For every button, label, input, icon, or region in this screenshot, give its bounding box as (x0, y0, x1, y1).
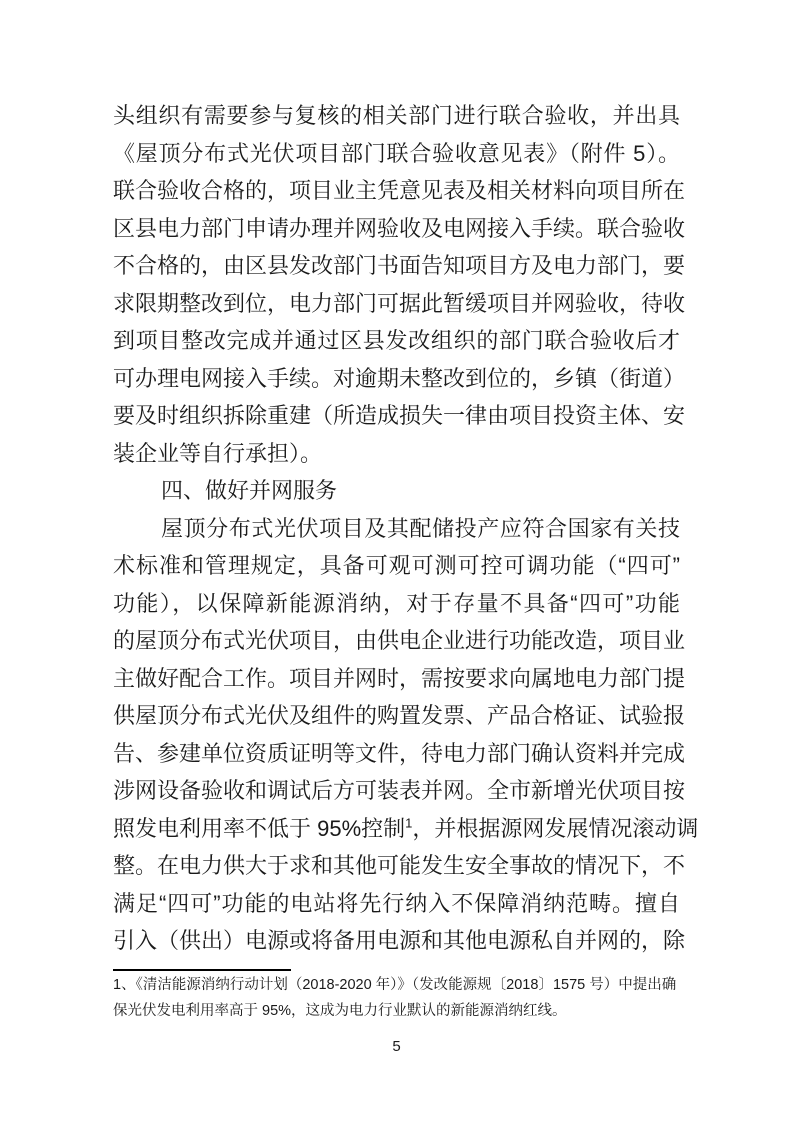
body-line: 告、参建单位资质证明等文件，待电力部门确认资料并完成 (113, 740, 686, 766)
body-line: 联合验收合格的，项目业主凭意见表及相关材料向项目所在 (113, 178, 686, 203)
body-line: 术标准和管理规定，具备可观可测可控可调功能（“四可” (113, 553, 680, 578)
body-line: 要及时组织拆除重建（所造成损失一律由项目投资主体、安 (113, 403, 686, 428)
footnote (113, 972, 680, 1024)
body-line: 可办理电网接入手续。对逾期未整改到位的，乡镇（街道） (113, 365, 686, 391)
body-line-text: ，并根据源网发展情况滚动调 (412, 815, 699, 841)
body-line: 整。在电力供大于求和其他可能发生安全事故的情况下，不 (113, 853, 686, 878)
page-number: 5 (392, 1038, 401, 1055)
footnote-ref: 1 (405, 815, 413, 831)
body-line: 满足“四可”功能的电站将先行纳入不保障消纳范畴。擅自 (113, 890, 680, 916)
body-line: 功能），以保障新能源消纳，对于存量不具备“四可”功能 (113, 590, 680, 616)
body-line: 主做好配合工作。项目并网时，需按要求向属地电力部门提 (113, 665, 686, 691)
body-line: 求限期整改到位，电力部门可据此暂缓项目并网验收，待收 (113, 290, 686, 316)
body-line: 引入（供出）电源或将备用电源和其他电源私自并网的，除 (113, 928, 686, 953)
footnote-line: 保光伏发电利用率高于 95%，这成为电力行业默认的新能源消纳红线。 (113, 1003, 567, 1019)
body-line: 区县电力部门申请办理并网验收及电网接入手续。联合验收 (113, 215, 686, 241)
body-line: 装企业等自行承担）。 (113, 440, 323, 466)
body-line: 《屋顶分布式光伏项目部门联合验收意见表》（附件 5）。 (113, 140, 680, 166)
body-line: 的屋顶分布式光伏项目，由供电企业进行功能改造，项目业 (113, 628, 686, 653)
body-text-block (113, 97, 699, 960)
footnote-line: 1、《清洁能源消纳行动计划（2018-2020 年）》（发改能源规〔2018〕1575 号）中提出确 (113, 977, 677, 993)
body-line: 不合格的，由区县发改部门书面告知项目方及电力部门，要 (113, 253, 686, 278)
body-line: 屋顶分布式光伏项目及其配储投产应符合国家有关技 (161, 515, 680, 541)
footnote-separator (113, 969, 291, 971)
body-line: 涉网设备验收和调试后方可装表并网。全市新增光伏项目按 (113, 778, 686, 803)
body-line-with-footnote-ref (113, 810, 699, 848)
body-line-text: 照发电利用率不低于 95%控制 (113, 815, 406, 841)
body-line: 供屋顶分布式光伏及组件的购置发票、产品合格证、试验报 (113, 703, 686, 728)
body-line: 头组织有需要参与复核的相关部门进行联合验收，并出具 (113, 103, 680, 128)
body-line: 到项目整改完成并通过区县发改组织的部门联合验收后才 (113, 328, 680, 353)
section-heading: 四、做好并网服务 (161, 478, 338, 503)
